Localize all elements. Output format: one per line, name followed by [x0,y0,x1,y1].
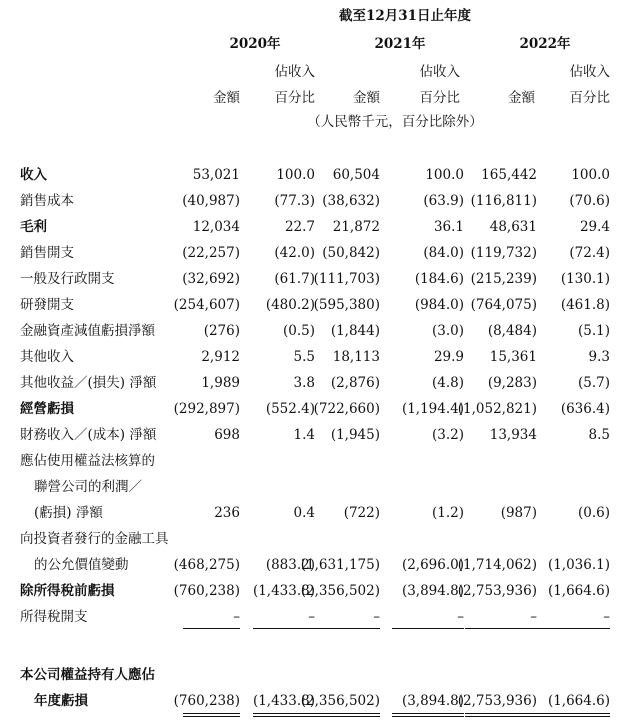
row-value: (1,194.4) [401,401,464,417]
pct-header-2020: 佔收入 [274,64,315,80]
row-value: 5.5 [293,349,315,365]
row-label: 一般及行政開支 [20,271,115,287]
row-value: (1,714,062) [457,557,537,573]
total-double-rule [310,713,380,717]
row-value: (461.8) [560,297,610,313]
period-header: 截至12月31日止年度 [338,8,472,24]
row-value: 9.3 [588,349,610,365]
row-value: (2,356,502) [300,583,380,599]
row-value: (468,275) [173,557,240,573]
row-value: (292,897) [173,401,240,417]
row-label: 金融資產減值虧損淨額 [20,323,155,339]
row-value: 3.8 [293,375,315,391]
row-value: (63.9) [423,193,464,209]
row-value: (61.7) [274,271,315,287]
amount-header-2022: 金額 [508,90,535,106]
row-value: (3,894.8) [401,583,464,599]
final-value: (760,238) [173,693,240,709]
row-value: 8.5 [588,427,610,443]
row-value: 29.4 [579,219,610,235]
row-label: 經營虧損 [20,401,74,417]
row-label: 收入 [20,167,47,183]
row-value: 1.4 [293,427,315,443]
amount-header-2020: 金額 [213,90,240,106]
row-value: (1,844) [330,323,380,339]
row-value: (1,036.1) [547,557,610,573]
row-label: 的公允價值變動 [34,557,129,573]
row-value: (8,484) [487,323,537,339]
row-value: 48,631 [489,219,537,235]
row-value: (1,052,821) [457,401,537,417]
row-label: 其他收入 [20,349,74,365]
subtotal-rule [253,628,315,629]
row-value: 15,361 [489,349,537,365]
row-value: – [457,609,464,625]
row-value: (22,257) [182,245,240,261]
row-value: (1,664.6) [547,583,610,599]
row-label: 所得稅開支 [20,609,88,625]
subtotal-rule [465,628,537,629]
row-value: (0.6) [577,505,610,521]
row-value: 21,872 [332,219,380,235]
row-value: (84.0) [423,245,464,261]
row-label: 研發開支 [20,297,74,313]
row-value: 22.7 [284,219,315,235]
row-value: (480.2) [265,297,315,313]
row-value: 165,442 [481,167,537,183]
row-value: (2,696.0) [401,557,464,573]
row-value: (116,811) [470,193,537,209]
row-value: (3.0) [431,323,464,339]
row-value: (1,433.8) [252,583,315,599]
row-value: (883.2) [265,557,315,573]
row-value: – [530,609,537,625]
row-value: (1.2) [431,505,464,521]
row-value: – [233,609,240,625]
row-value: (70.6) [569,193,610,209]
row-label: (虧損) 淨額 [34,505,103,521]
row-value: (0.5) [282,323,315,339]
row-value: (987) [500,505,537,521]
row-value: 60,504 [332,167,380,183]
total-double-rule [465,713,537,717]
row-label: 除所得稅前虧損 [20,583,115,599]
row-value: 12,034 [192,219,240,235]
subtotal-rule [183,628,240,629]
final-value: (2,753,936) [457,693,537,709]
row-value: (5.7) [577,375,610,391]
row-value: (42.0) [274,245,315,261]
subtotal-rule [310,628,380,629]
row-value: 18,113 [332,349,380,365]
row-label: 銷售成本 [20,193,74,209]
row-value: – [603,609,610,625]
total-double-rule [253,713,315,717]
final-value: (1,433.8) [252,693,315,709]
row-value: (595,380) [313,297,380,313]
row-value: 53,021 [192,167,240,183]
row-value: (50,842) [322,245,380,261]
pct-header-2021: 佔收入 [419,64,460,80]
unit-note: （人民幣千元，百分比除外） [307,114,483,130]
row-value: 0.4 [293,505,315,521]
year-2022-header: 2022年 [519,36,571,52]
pct2-header-2020: 百分比 [274,90,315,106]
year-2020-header: 2020年 [229,36,281,52]
row-value: 29.9 [433,349,464,365]
row-value: (215,239) [470,271,537,287]
total-double-rule [392,713,464,717]
row-value: (3.2) [431,427,464,443]
row-value: 13,934 [489,427,537,443]
row-value: (722,660) [313,401,380,417]
row-value: (130.1) [560,271,610,287]
row-value: 2,912 [201,349,240,365]
row-value: (722) [343,505,380,521]
total-double-rule [535,713,610,717]
row-value: 100.0 [571,167,610,183]
row-value: (119,732) [470,245,537,261]
row-label: 毛利 [20,219,47,235]
row-value: (40,987) [182,193,240,209]
row-value: (552.4) [265,401,315,417]
row-value: (276) [203,323,240,339]
row-value: 236 [214,505,240,521]
row-value: (984.0) [414,297,464,313]
total-double-rule [183,713,240,717]
row-value: 100.0 [276,167,315,183]
row-value: (38,632) [322,193,380,209]
row-value: (636.4) [560,401,610,417]
pct2-header-2022: 百分比 [569,90,610,106]
row-label: 銷售開支 [20,245,74,261]
row-label: 向投資者發行的金融工具 [20,531,169,547]
row-value: (2,876) [330,375,380,391]
row-value: 36.1 [433,219,464,235]
row-value: (77.3) [274,193,315,209]
row-value: (4.8) [431,375,464,391]
row-label: 應佔使用權益法核算的 [20,453,155,469]
pct2-header-2021: 百分比 [419,90,460,106]
row-value: (1,945) [330,427,380,443]
final-label-line1: 本公司權益持有人應佔 [20,667,155,683]
amount-header-2021: 金額 [353,90,380,106]
row-value: (32,692) [182,271,240,287]
final-value: (2,356,502) [300,693,380,709]
final-value: (3,894.8) [401,693,464,709]
row-value: – [373,609,380,625]
row-label: 其他收益／(損失) 淨額 [20,375,157,391]
row-value: (72.4) [569,245,610,261]
final-label-line2: 年度虧損 [34,693,88,709]
row-value: 698 [214,427,240,443]
row-value: (254,607) [173,297,240,313]
row-value: (111,703) [313,271,380,287]
row-value: (184.6) [414,271,464,287]
year-2021-header: 2021年 [374,36,426,52]
pct-header-2022: 佔收入 [569,64,610,80]
row-value: (764,075) [470,297,537,313]
row-label: 財務收入／(成本) 淨額 [20,427,157,443]
row-value: (5.1) [577,323,610,339]
row-value: (9,283) [487,375,537,391]
row-value: (1,631,175) [300,557,380,573]
row-value: (760,238) [173,583,240,599]
subtotal-rule [535,628,610,629]
final-value: (1,664.6) [547,693,610,709]
row-value: 1,989 [201,375,240,391]
row-value: 100.0 [425,167,464,183]
row-value: (2,753,936) [457,583,537,599]
subtotal-rule [392,628,464,629]
row-label: 聯營公司的利潤／ [34,479,142,495]
row-value: – [308,609,315,625]
